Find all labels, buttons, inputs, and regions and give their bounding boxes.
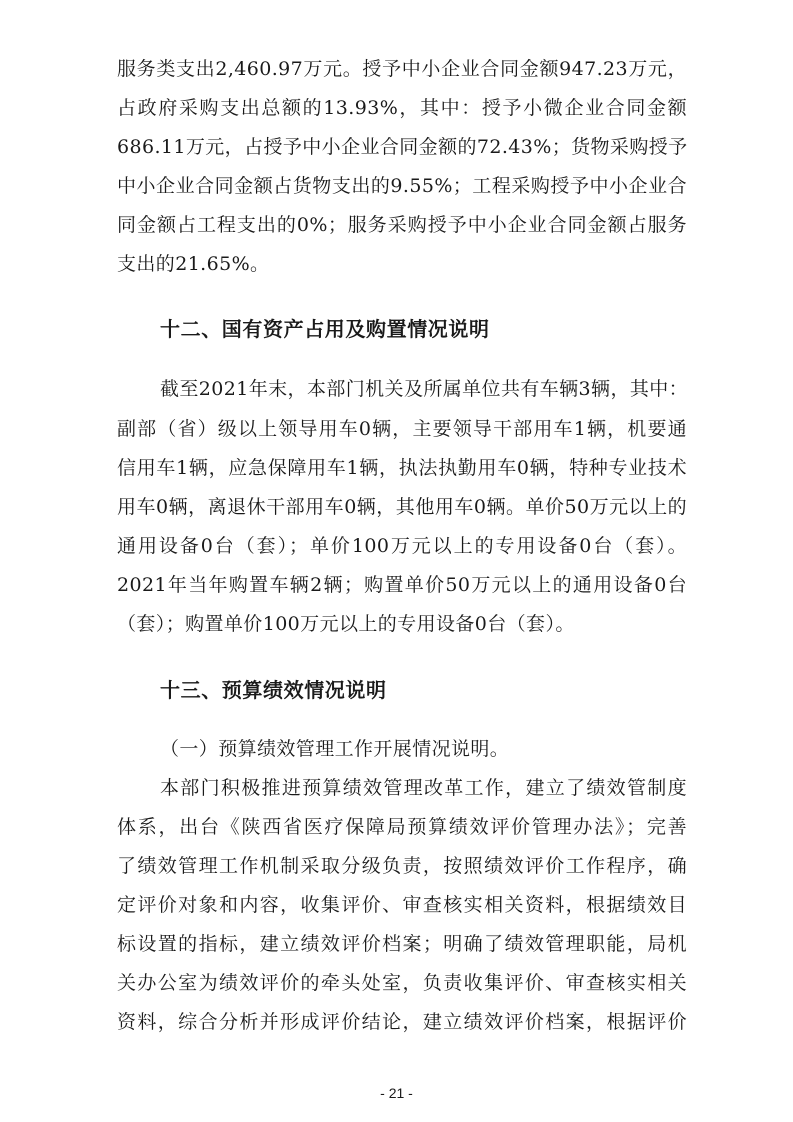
paragraph-line: 支出的21.65%。 [117, 253, 270, 275]
section-13-line: 本部门积极推进预算绩效管理改革工作，建立了绩效管制度 [160, 777, 687, 799]
section-12-heading: 十二、国有资产占用及购置情况说明 [160, 317, 490, 341]
section-13-line: 定评价对象和内容，收集评价、审查核实相关资料，根据绩效目 [117, 894, 687, 916]
section-12-line: 用车0辆，离退休干部用车0辆，其他用车0辆。单价50万元以上的 [117, 496, 687, 518]
paragraph-line: 服务类支出2,460.97万元。授予中小企业合同金额947.23万元， [117, 58, 687, 80]
section-12-line: 信用车1辆，应急保障用车1辆，执法执勤用车0辆，特种专业技术 [117, 457, 687, 479]
section-12-line: （套）；购置单价100万元以上的专用设备0台（套）。 [117, 613, 575, 635]
section-13-subheading: （一）预算绩效管理工作开展情况说明。 [160, 738, 510, 760]
section-13-heading: 十三、预算绩效情况说明 [160, 678, 387, 702]
section-12-line: 副部（省）级以上领导用车0辆，主要领导干部用车1辆，机要通 [117, 418, 687, 440]
section-13-line: 体系，出台《陕西省医疗保障局预算绩效评价管理办法》；完善 [117, 816, 687, 838]
section-13-line: 标设置的指标，建立绩效评价档案；明确了绩效管理职能，局机 [117, 933, 687, 955]
section-12-line: 截至2021年末，本部门机关及所属单位共有车辆3辆，其中： [160, 378, 689, 400]
section-13-line: 资料，综合分析并形成评价结论，建立绩效评价档案，根据评价 [117, 1011, 687, 1033]
paragraph-line: 占政府采购支出总额的13.93%，其中：授予小微企业合同金额 [117, 97, 687, 119]
paragraph-line: 中小企业合同金额占货物支出的9.55%；工程采购授予中小企业合 [117, 175, 687, 197]
page-number: - 21 - [380, 1085, 413, 1101]
paragraph-line: 同金额占工程支出的0%；服务采购授予中小企业合同金额占服务 [117, 214, 687, 236]
section-12-line: 2021年当年购置车辆2辆；购置单价50万元以上的通用设备0台 [117, 574, 687, 596]
section-13-line: 关办公室为绩效评价的牵头处室，负责收集评价、审查核实相关 [117, 972, 687, 994]
paragraph-line: 686.11万元，占授予中小企业合同金额的72.43%；货物采购授予 [117, 136, 688, 158]
section-12-line: 通用设备0台（套）；单价100万元以上的专用设备0台（套）。 [117, 535, 687, 557]
section-13-line: 了绩效管理工作机制采取分级负责，按照绩效评价工作程序，确 [117, 855, 687, 877]
